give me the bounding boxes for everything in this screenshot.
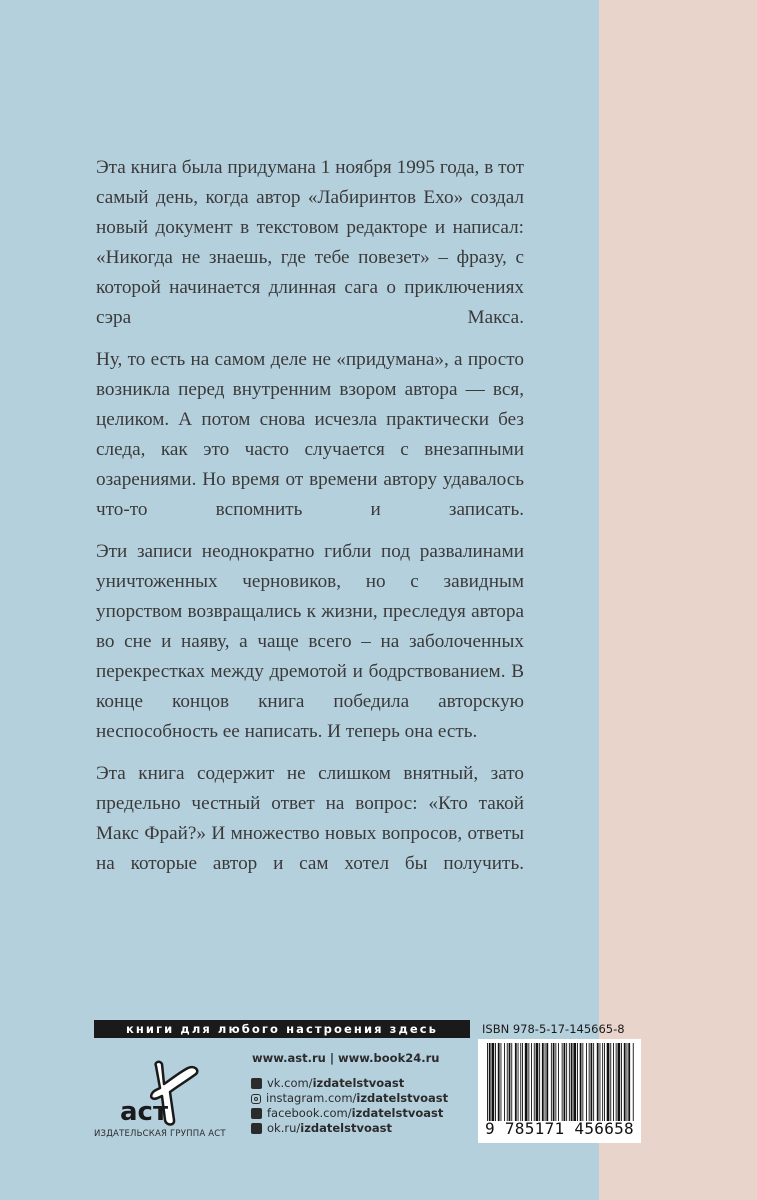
- barcode-bar: [562, 1043, 563, 1121]
- barcode-bar: [536, 1043, 539, 1121]
- barcode-bar: [621, 1043, 622, 1121]
- barcode-bar: [607, 1043, 610, 1121]
- barcode-bar: [613, 1043, 614, 1121]
- barcode-bar: [586, 1043, 587, 1121]
- odnoklassniki-icon: [251, 1123, 262, 1134]
- barcode-bar: [546, 1043, 548, 1121]
- barcode-bar: [593, 1043, 594, 1121]
- barcode-bar: [489, 1043, 491, 1121]
- barcode-bar: [616, 1043, 617, 1121]
- barcode-bar: [564, 1043, 566, 1121]
- barcode-bar: [507, 1043, 508, 1121]
- barcode-bar: [582, 1043, 583, 1121]
- ast-logo-icon: [108, 1058, 208, 1128]
- barcode-bar: [604, 1043, 605, 1121]
- barcode-bar: [555, 1043, 556, 1121]
- website-links: www.ast.ru | www.book24.ru: [252, 1051, 440, 1065]
- isbn-label: ISBN 978-5-17-145665-8: [482, 1022, 625, 1036]
- barcode-bar: [577, 1043, 578, 1121]
- barcode-bar: [542, 1043, 544, 1121]
- barcode-bar: [566, 1043, 567, 1121]
- social-link-instagram[interactable]: [251, 1091, 448, 1106]
- tagline-bar: книги для любого настроения здесь: [94, 1020, 470, 1038]
- barcode-bar: [495, 1043, 496, 1121]
- barcode-bar: [597, 1043, 599, 1121]
- social-link-ok[interactable]: [251, 1121, 448, 1136]
- barcode-bar: [569, 1043, 570, 1121]
- barcode-bar: [573, 1043, 576, 1121]
- barcode-bar: [501, 1043, 502, 1121]
- barcode-digits: 9 785171 456658: [485, 1119, 634, 1138]
- pink-side-strip: [599, 0, 757, 1200]
- social-prefix: vk.com/: [267, 1076, 313, 1090]
- barcode-bar: [627, 1043, 628, 1121]
- barcode-bar: [525, 1043, 528, 1121]
- barcode-bar: [504, 1043, 505, 1121]
- social-handle: izdatelstvoast: [300, 1121, 392, 1135]
- barcode-bar: [531, 1043, 532, 1121]
- ast-logo: [108, 1058, 208, 1128]
- barcode-bar: [528, 1043, 529, 1121]
- barcode-bar: [522, 1043, 523, 1121]
- blurb-paragraph-4: Эта книга содержит не слишком внятный, зато предельно честный ответ на вопрос: «Кто такой Макс Фрай?» И множество новых вопросов, ответы на которые автор и сам хотел бы получить.: [96, 763, 524, 874]
- social-links: [251, 1076, 448, 1136]
- instagram-icon: [251, 1094, 261, 1104]
- barcode: [478, 1039, 641, 1143]
- social-handle: izdatelstvoast: [312, 1076, 405, 1090]
- barcode-bar: [553, 1043, 555, 1121]
- barcode-bar: [520, 1043, 521, 1121]
- social-link-vk[interactable]: [251, 1076, 448, 1091]
- barcode-bar: [571, 1043, 573, 1121]
- facebook-icon: [251, 1108, 262, 1119]
- barcode-bar: [633, 1043, 634, 1121]
- barcode-bar: [618, 1043, 621, 1121]
- barcode-bar: [600, 1043, 601, 1121]
- social-handle: izdatelstvoast: [356, 1091, 449, 1105]
- blurb-paragraph-3: Эти записи неоднократно гибли под развалинами уничтоженных черновиков, но с завидным упорством возвращались к жизни, преследуя автора во сне и наяву, а чаще всего – на заболоченных перекрестках между дремотой и бодрствованием. В конце концов книга победила авторскую неспособность ее написать. И теперь она есть.: [96, 541, 524, 742]
- barcode-bar: [551, 1043, 552, 1121]
- social-handle: izdatelstvoast: [351, 1106, 444, 1120]
- barcode-bars: [485, 1043, 635, 1121]
- barcode-bar: [509, 1043, 511, 1121]
- barcode-bar: [487, 1043, 488, 1121]
- social-prefix: facebook.com/: [267, 1106, 352, 1120]
- barcode-bar: [624, 1043, 626, 1121]
- barcode-bar: [602, 1043, 603, 1121]
- barcode-bar: [580, 1043, 582, 1121]
- back-cover-blurb: [96, 153, 524, 891]
- social-link-facebook[interactable]: [251, 1106, 448, 1121]
- barcode-bar: [610, 1043, 611, 1121]
- barcode-bar: [492, 1043, 495, 1121]
- barcode-bar: [539, 1043, 540, 1121]
- barcode-bar: [511, 1043, 512, 1121]
- barcode-bar: [589, 1043, 590, 1121]
- social-prefix: ok.ru/: [267, 1121, 301, 1135]
- barcode-bar: [518, 1043, 519, 1121]
- blurb-paragraph-1: Эта книга была придумана 1 ноября 1995 года, в тот самый день, когда автор «Лабиринтов Ехо» создал новый документ в текстовом редакторе и написал: «Никогда не знаешь, где тебе повезет» – фразу, с которой начинается длинная сага о приключениях сэра Макса.: [96, 157, 524, 328]
- blurb-paragraph-2: Ну, то есть на самом деле не «придумана», а просто возникла перед внутренним взором автора — вся, целиком. А потом снова исчезла практически без следа, как это часто случается с внезапными озарениями. Но время от времени автору удавалось что-то вспомнить и записать.: [96, 349, 524, 520]
- barcode-bar: [498, 1043, 500, 1121]
- social-prefix: instagram.com/: [266, 1091, 357, 1105]
- barcode-bar: [558, 1043, 559, 1121]
- ast-logo-text: аст: [120, 1097, 169, 1127]
- barcode-bar: [628, 1043, 630, 1121]
- publisher-name: ИЗДАТЕЛЬСКАЯ ГРУППА АСТ: [94, 1129, 226, 1139]
- barcode-bar: [591, 1043, 593, 1121]
- vk-icon: [251, 1078, 262, 1089]
- barcode-bar: [534, 1043, 535, 1121]
- barcode-bar: [545, 1043, 546, 1121]
- barcode-bar: [515, 1043, 517, 1121]
